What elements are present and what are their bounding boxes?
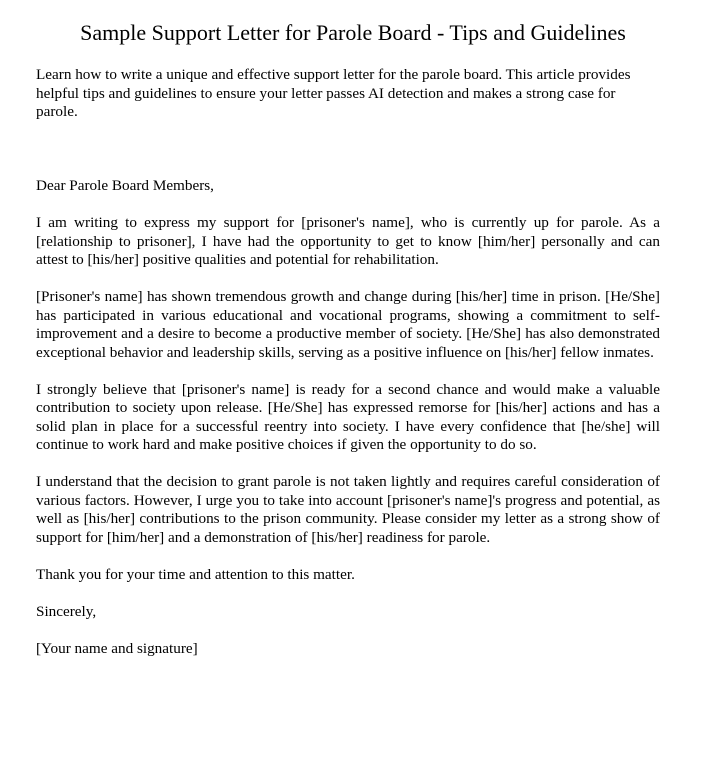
letter-paragraph-1: I am writing to express my support for [prisoner's name], who is currently up for parole. As a [relationship to prisoner], I have had the opportunity to get to know [him/her] personally and can attest to [his/her] positive qualities and potential for rehabilitation. (36, 214, 660, 268)
letter-paragraph-3: I strongly believe that [prisoner's name] is ready for a second chance and would make a valuable contribution to society upon release. [He/She] has expressed remorse for [his/her] actions and has a solid plan in place for a successful reentry into society. I have every confidence that [he/she] will continue to work hard and make positive choices if given the opportunity to do so. (36, 380, 660, 453)
letter-signature: [Your name and signature] (36, 639, 198, 657)
intro-paragraph: Learn how to write a unique and effective support letter for the parole board. This article provides helpful tips and guidelines to ensure your letter passes AI detection and makes a strong case for parole. (36, 66, 631, 120)
letter-paragraph-2: [Prisoner's name] has shown tremendous growth and change during [his/her] time in prison. [He/She] has participated in various educational and vocational programs, showing a commitment to self-improvement and a desire to become a productive member of society. [He/She] has also demonstrated exceptional behavior and leadership skills, serving as a positive influence on [his/her] fellow inmates. (36, 288, 660, 361)
letter-thanks: Thank you for your time and attention to this matter. (36, 565, 355, 583)
letter-salutation: Dear Parole Board Members, (36, 177, 214, 194)
letter-body (36, 177, 660, 677)
letter-closing: Sincerely, (36, 602, 97, 620)
page-title: Sample Support Letter for Parole Board - Tips and Guidelines (80, 20, 626, 45)
letter-paragraph-4: I understand that the decision to grant parole is not taken lightly and requires careful consideration of various factors. However, I urge you to take into account [prisoner's name]'s progress and potential, as well as [his/her] contributions to the prison community. Please consider my letter as a strong show of support for [him/her] and a demonstration of [his/her] readiness for parole. (36, 473, 660, 546)
